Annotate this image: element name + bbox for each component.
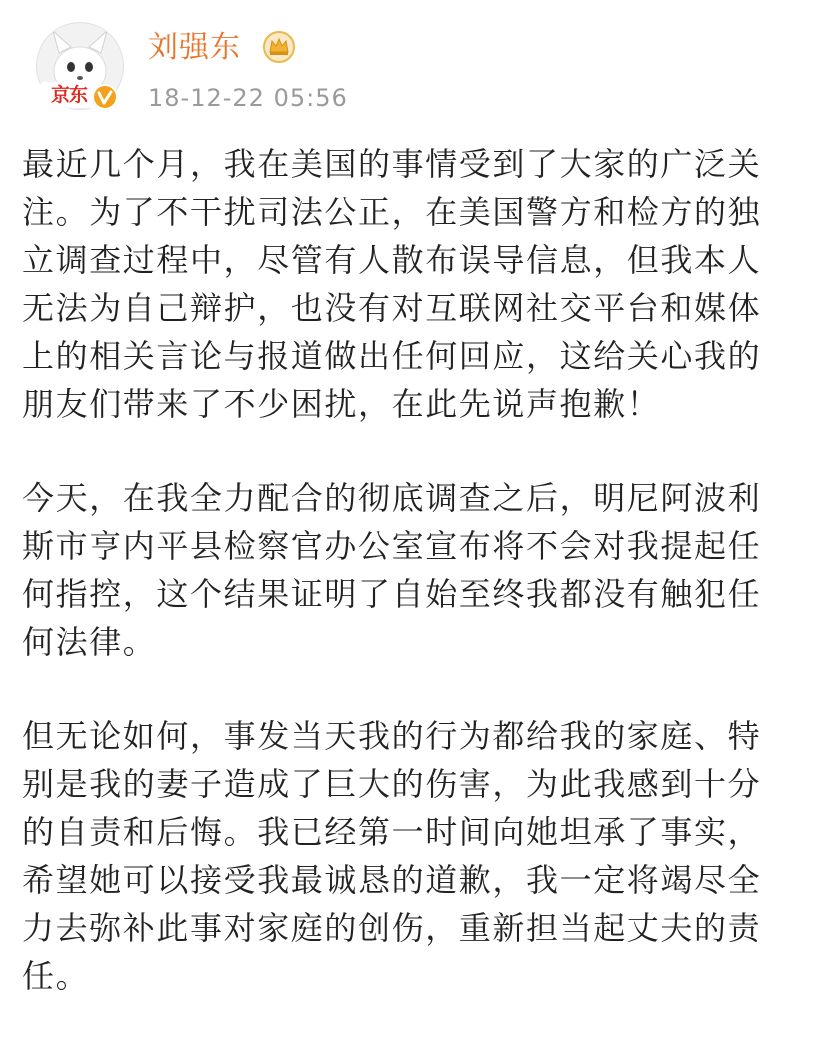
crown-icon[interactable] <box>262 30 296 64</box>
brand-badge: 京东 <box>40 82 98 108</box>
post-paragraph: 最近几个月，我在美国的事情受到了大家的广泛关 注。为了不干扰司法公正，在美国警方和检方的独 立调查过程中，尽管有人散布误导信息，但我本人 无法为自己辩护，也没有对互联网社交平台和媒体 上的相关言论与报道做出任何回应，这给关心我的 朋友们带来了不少困扰，在此先说声抱歉！ <box>22 145 762 423</box>
post-body <box>22 140 808 1046</box>
post-paragraph: 但无论如何，事发当天我的行为都给我的家庭、特 别是我的妻子造成了巨大的伤害，为此我感到十分 的自责和后悔。我已经第一时间向她坦承了事实， 希望她可以接受我最诚恳的道歉，我一定将竭尽全 力去弥补此事对家庭的创伤，重新担当起丈夫的责 任。 <box>22 717 762 995</box>
username[interactable]: 刘强东 <box>148 30 241 65</box>
post-timestamp: 18-12-22 05:56 <box>148 84 348 112</box>
post-paragraph: 今天，在我全力配合的彻底调查之后，明尼阿波利 斯市亨内平县检察官办公室宣布将不会对我提起任 何指控，这个结果证明了自始至终我都没有触犯任 何法律。 <box>22 479 762 661</box>
verified-v-icon <box>92 84 118 110</box>
post-header <box>0 0 828 130</box>
